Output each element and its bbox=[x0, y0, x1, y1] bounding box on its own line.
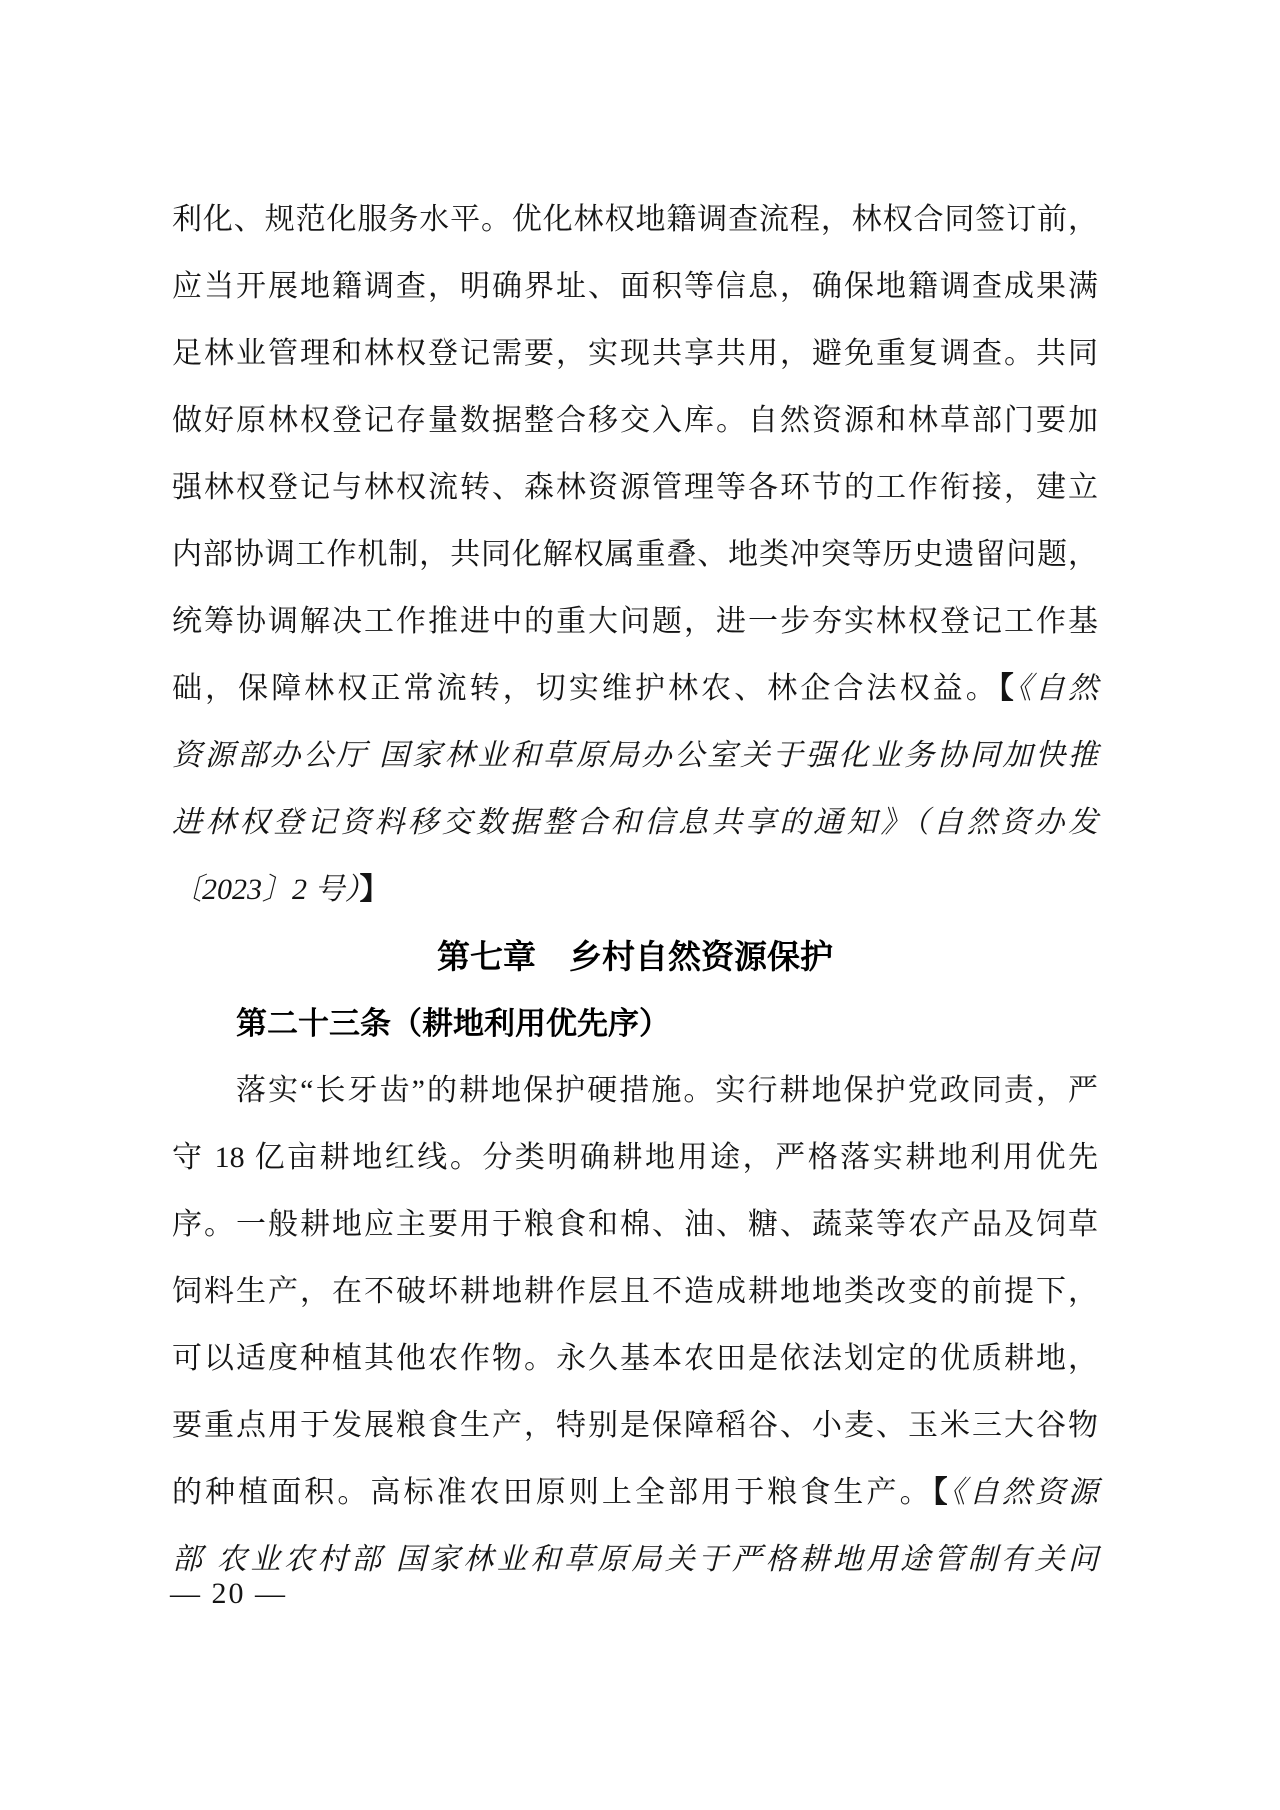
text-segment: 足林业管理和林权登记需要，实现共享共用，避免重复调查。共同 bbox=[172, 337, 1098, 370]
text-segment: 可以适度种植其他农作物。永久基本农田是依法划定的优质耕地， bbox=[172, 1342, 1098, 1375]
text-segment: 强林权登记与林权流转、森林资源管理等各环节的工作衔接，建立 bbox=[172, 471, 1098, 504]
text-segment: 部 农业农村部 国家林业和草原局关于严格耕地用途管制有关问 bbox=[172, 1543, 1098, 1576]
text-segment: 的种植面积。高标准农田原则上全部用于粮食生产。 bbox=[172, 1476, 933, 1509]
text-segment: 《自然 bbox=[1016, 672, 1099, 705]
text-line bbox=[172, 722, 1098, 789]
text-segment: 落实“长牙齿”的耕地保护硬措施。实行耕地保护党政同责，严 bbox=[236, 1074, 1098, 1107]
text-line bbox=[172, 186, 1098, 253]
text-segment: 础，保障林权正常流转，切实维护林农、林企合法权益。 bbox=[172, 672, 999, 705]
text-segment: 内部协调工作机制，共同化解权属重叠、地类冲突等历史遗留问题， bbox=[172, 538, 1098, 571]
text-line bbox=[172, 1392, 1098, 1459]
text-segment: 应当开展地籍调查，明确界址、面积等信息，确保地籍调查成果满 bbox=[172, 270, 1098, 303]
text-line bbox=[172, 521, 1098, 588]
text-segment: 饲料生产，在不破坏耕地耕作层且不造成耕地地类改变的前提下， bbox=[172, 1275, 1098, 1308]
text-line bbox=[172, 1057, 1098, 1124]
text-line bbox=[172, 1526, 1098, 1593]
text-line bbox=[172, 320, 1098, 387]
text-segment: 【 bbox=[932, 1476, 951, 1509]
text-segment: 做好原林权登记存量数据整合移交入库。自然资源和林草部门要加 bbox=[172, 404, 1098, 437]
text-segment: 进林权登记资料移交数据整合和信息共享的通知》（自然资办发 bbox=[172, 806, 1098, 839]
text-segment: 第七章 乡村自然资源保护 bbox=[437, 938, 833, 975]
chapter-heading bbox=[172, 923, 1098, 990]
text-flow bbox=[172, 186, 1098, 1593]
text-segment: 第二十三条（耕地利用优先序） bbox=[236, 1006, 670, 1041]
text-segment: 〔2023〕2 号） bbox=[172, 873, 360, 906]
text-segment: 统筹协调解决工作推进中的重大问题，进一步夯实林权登记工作基 bbox=[172, 605, 1098, 638]
text-line bbox=[172, 253, 1098, 320]
text-segment: 【 bbox=[998, 672, 1017, 705]
text-line bbox=[172, 588, 1098, 655]
text-line bbox=[172, 789, 1098, 856]
text-segment: 】 bbox=[359, 873, 390, 906]
text-segment: 要重点用于发展粮食生产，特别是保障稻谷、小麦、玉米三大谷物 bbox=[172, 1409, 1098, 1442]
text-segment: 《自然资源 bbox=[950, 1476, 1099, 1509]
text-line bbox=[172, 856, 1098, 923]
article-heading bbox=[172, 990, 1098, 1057]
text-line bbox=[172, 1191, 1098, 1258]
page-number: — 20 — bbox=[170, 1577, 287, 1610]
text-line bbox=[172, 387, 1098, 454]
text-segment: 序。一般耕地应主要用于粮食和棉、油、糖、蔬菜等农产品及饲草 bbox=[172, 1208, 1098, 1241]
text-segment: 守 18 亿亩耕地红线。分类明确耕地用途，严格落实耕地利用优先 bbox=[172, 1141, 1098, 1174]
text-line bbox=[172, 454, 1098, 521]
text-segment: 利化、规范化服务水平。优化林权地籍调查流程，林权合同签订前， bbox=[172, 203, 1098, 236]
text-segment: 资源部办公厅 国家林业和草原局办公室关于强化业务协同加快推 bbox=[172, 739, 1098, 772]
text-line bbox=[172, 1459, 1098, 1526]
text-line bbox=[172, 1124, 1098, 1191]
text-line bbox=[172, 1325, 1098, 1392]
text-line bbox=[172, 655, 1098, 722]
text-line bbox=[172, 1258, 1098, 1325]
